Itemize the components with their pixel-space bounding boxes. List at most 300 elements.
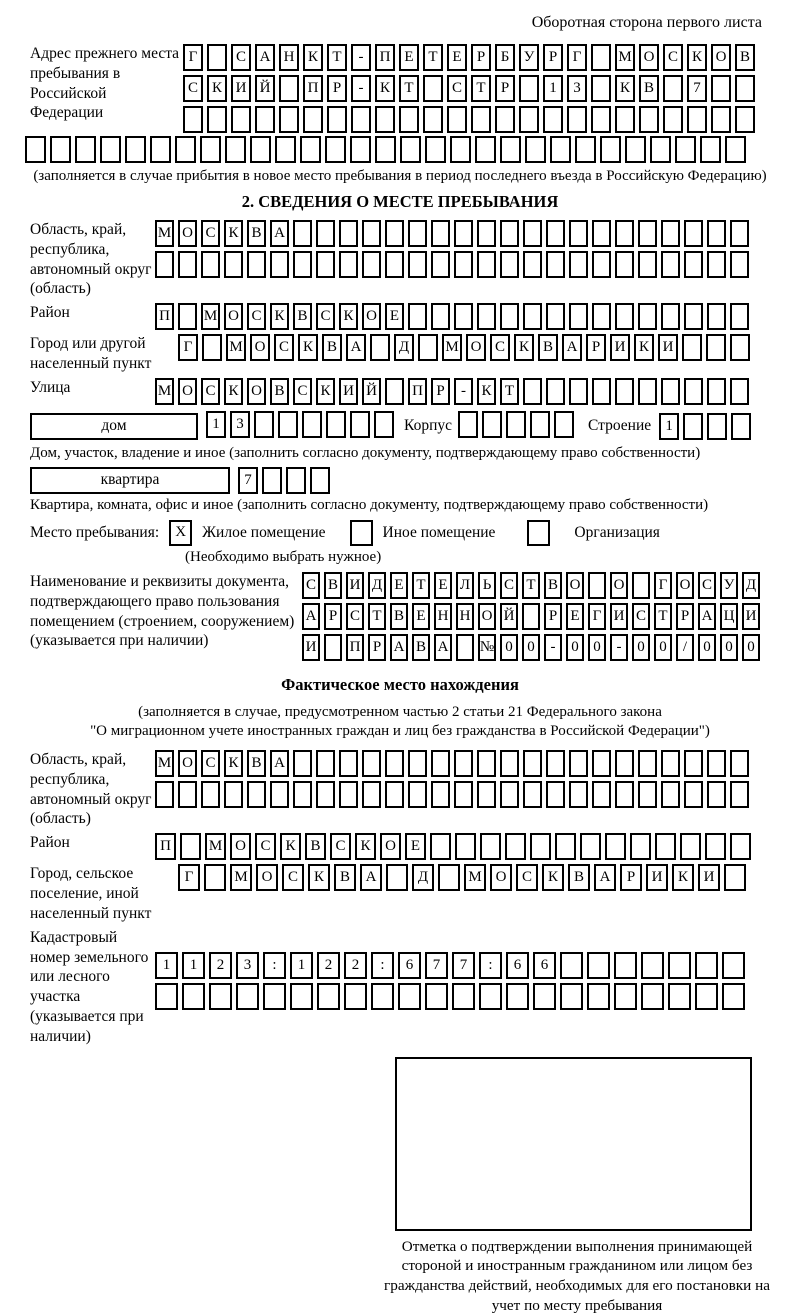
char-box[interactable]: [730, 750, 749, 777]
char-box[interactable]: [730, 251, 749, 278]
char-box[interactable]: Ц: [720, 603, 738, 630]
char-box[interactable]: [525, 136, 546, 163]
char-box[interactable]: Ь: [478, 572, 496, 599]
char-box[interactable]: [454, 220, 473, 247]
char-box[interactable]: Р: [543, 44, 563, 71]
char-box[interactable]: В: [568, 864, 590, 891]
char-box[interactable]: [398, 983, 421, 1010]
char-box[interactable]: [555, 833, 576, 860]
char-box[interactable]: Д: [394, 334, 414, 361]
char-box[interactable]: [247, 781, 266, 808]
char-box[interactable]: [270, 781, 289, 808]
char-box[interactable]: 6: [506, 952, 529, 979]
char-box[interactable]: [374, 411, 394, 438]
char-box[interactable]: -: [610, 634, 628, 661]
char-box[interactable]: [452, 983, 475, 1010]
char-box[interactable]: [730, 833, 751, 860]
char-box[interactable]: [519, 106, 539, 133]
char-box[interactable]: [735, 75, 755, 102]
char-box[interactable]: [458, 411, 478, 438]
char-box[interactable]: [480, 833, 501, 860]
char-box[interactable]: К: [224, 220, 243, 247]
char-box[interactable]: [178, 303, 197, 330]
char-box[interactable]: [506, 983, 529, 1010]
char-box[interactable]: П: [375, 44, 395, 71]
char-box[interactable]: С: [516, 864, 538, 891]
char-box[interactable]: 1: [290, 952, 313, 979]
char-box[interactable]: [178, 781, 197, 808]
char-box[interactable]: С: [255, 833, 276, 860]
char-box[interactable]: [592, 750, 611, 777]
char-box[interactable]: [615, 303, 634, 330]
char-box[interactable]: [263, 983, 286, 1010]
char-box[interactable]: [477, 251, 496, 278]
char-box[interactable]: [375, 136, 396, 163]
char-box[interactable]: [339, 781, 358, 808]
char-box[interactable]: [500, 303, 519, 330]
char-box[interactable]: [707, 220, 726, 247]
char-box[interactable]: [250, 136, 271, 163]
char-box[interactable]: [730, 781, 749, 808]
char-box[interactable]: А: [360, 864, 382, 891]
char-box[interactable]: [500, 220, 519, 247]
char-box[interactable]: [560, 952, 583, 979]
char-box[interactable]: [661, 251, 680, 278]
char-box[interactable]: [339, 251, 358, 278]
char-box[interactable]: Р: [544, 603, 562, 630]
char-box[interactable]: П: [155, 303, 174, 330]
char-box[interactable]: [592, 251, 611, 278]
char-box[interactable]: С: [247, 303, 266, 330]
char-box[interactable]: В: [390, 603, 408, 630]
char-box[interactable]: [262, 467, 282, 494]
char-box[interactable]: [290, 983, 313, 1010]
char-box[interactable]: [408, 303, 427, 330]
char-box[interactable]: [385, 251, 404, 278]
char-box[interactable]: [639, 106, 659, 133]
char-box[interactable]: О: [178, 750, 197, 777]
char-box[interactable]: [638, 303, 657, 330]
char-box[interactable]: [475, 136, 496, 163]
char-box[interactable]: Р: [324, 603, 342, 630]
organization-checkbox[interactable]: [527, 520, 550, 546]
char-box[interactable]: В: [247, 750, 266, 777]
char-box[interactable]: [425, 136, 446, 163]
char-box[interactable]: [385, 781, 404, 808]
char-box[interactable]: А: [346, 334, 366, 361]
char-box[interactable]: [200, 136, 221, 163]
char-box[interactable]: [370, 334, 390, 361]
char-box[interactable]: И: [698, 864, 720, 891]
char-box[interactable]: 1: [206, 411, 226, 438]
char-box[interactable]: [533, 983, 556, 1010]
char-box[interactable]: [351, 106, 371, 133]
char-box[interactable]: [350, 136, 371, 163]
char-box[interactable]: [155, 983, 178, 1010]
char-box[interactable]: 0: [698, 634, 716, 661]
char-box[interactable]: А: [390, 634, 408, 661]
char-box[interactable]: [302, 411, 322, 438]
char-box[interactable]: С: [330, 833, 351, 860]
char-box[interactable]: С: [183, 75, 203, 102]
char-box[interactable]: С: [490, 334, 510, 361]
char-box[interactable]: [614, 983, 637, 1010]
char-box[interactable]: [705, 833, 726, 860]
char-box[interactable]: [722, 952, 745, 979]
char-box[interactable]: Н: [456, 603, 474, 630]
char-box[interactable]: О: [478, 603, 496, 630]
char-box[interactable]: М: [155, 378, 174, 405]
char-box[interactable]: [201, 251, 220, 278]
char-box[interactable]: [546, 781, 565, 808]
char-box[interactable]: [663, 106, 683, 133]
char-box[interactable]: В: [735, 44, 755, 71]
char-box[interactable]: В: [544, 572, 562, 599]
char-box[interactable]: [431, 781, 450, 808]
char-box[interactable]: [438, 864, 460, 891]
char-box[interactable]: 0: [566, 634, 584, 661]
char-box[interactable]: [270, 251, 289, 278]
char-box[interactable]: Г: [654, 572, 672, 599]
char-box[interactable]: [614, 952, 637, 979]
char-box[interactable]: -: [454, 378, 473, 405]
char-box[interactable]: [471, 106, 491, 133]
char-box[interactable]: О: [380, 833, 401, 860]
char-box[interactable]: Р: [495, 75, 515, 102]
char-box[interactable]: [454, 251, 473, 278]
char-box[interactable]: [418, 334, 438, 361]
char-box[interactable]: К: [339, 303, 358, 330]
char-box[interactable]: В: [538, 334, 558, 361]
char-box[interactable]: [495, 106, 515, 133]
char-box[interactable]: Т: [327, 44, 347, 71]
char-box[interactable]: [615, 106, 635, 133]
char-box[interactable]: [707, 750, 726, 777]
char-box[interactable]: К: [615, 75, 635, 102]
char-box[interactable]: [592, 378, 611, 405]
char-box[interactable]: [684, 378, 703, 405]
char-box[interactable]: А: [270, 220, 289, 247]
char-box[interactable]: Д: [742, 572, 760, 599]
char-box[interactable]: 3: [230, 411, 250, 438]
char-box[interactable]: [279, 106, 299, 133]
char-box[interactable]: [316, 251, 335, 278]
char-box[interactable]: [530, 833, 551, 860]
char-box[interactable]: С: [698, 572, 716, 599]
char-box[interactable]: М: [464, 864, 486, 891]
char-box[interactable]: [615, 378, 634, 405]
char-box[interactable]: Е: [412, 603, 430, 630]
char-box[interactable]: [327, 106, 347, 133]
char-box[interactable]: [554, 411, 574, 438]
char-box[interactable]: [625, 136, 646, 163]
char-box[interactable]: [684, 303, 703, 330]
char-box[interactable]: [730, 334, 750, 361]
char-box[interactable]: Е: [405, 833, 426, 860]
char-box[interactable]: С: [274, 334, 294, 361]
char-box[interactable]: Д: [368, 572, 386, 599]
char-box[interactable]: :: [479, 952, 502, 979]
char-box[interactable]: [371, 983, 394, 1010]
char-box[interactable]: [385, 750, 404, 777]
char-box[interactable]: [615, 220, 634, 247]
char-box[interactable]: [425, 983, 448, 1010]
char-box[interactable]: [454, 781, 473, 808]
char-box[interactable]: 7: [452, 952, 475, 979]
char-box[interactable]: [408, 220, 427, 247]
char-box[interactable]: С: [201, 750, 220, 777]
char-box[interactable]: С: [231, 44, 251, 71]
char-box[interactable]: [477, 220, 496, 247]
char-box[interactable]: М: [201, 303, 220, 330]
char-box[interactable]: [316, 220, 335, 247]
char-box[interactable]: [400, 136, 421, 163]
char-box[interactable]: [454, 750, 473, 777]
char-box[interactable]: А: [255, 44, 275, 71]
char-box[interactable]: [456, 634, 474, 661]
char-box[interactable]: [339, 750, 358, 777]
char-box[interactable]: Т: [423, 44, 443, 71]
char-box[interactable]: [587, 952, 610, 979]
char-box[interactable]: [362, 750, 381, 777]
char-box[interactable]: [209, 983, 232, 1010]
char-box[interactable]: [523, 220, 542, 247]
char-box[interactable]: [326, 411, 346, 438]
char-box[interactable]: С: [500, 572, 518, 599]
char-box[interactable]: [278, 411, 298, 438]
char-box[interactable]: [431, 303, 450, 330]
char-box[interactable]: [286, 467, 306, 494]
char-box[interactable]: О: [256, 864, 278, 891]
char-box[interactable]: К: [316, 378, 335, 405]
char-box[interactable]: С: [447, 75, 467, 102]
char-box[interactable]: [310, 467, 330, 494]
char-box[interactable]: [523, 378, 542, 405]
char-box[interactable]: М: [155, 220, 174, 247]
char-box[interactable]: Р: [431, 378, 450, 405]
char-box[interactable]: 1: [155, 952, 178, 979]
char-box[interactable]: Т: [412, 572, 430, 599]
char-box[interactable]: [275, 136, 296, 163]
char-box[interactable]: [523, 303, 542, 330]
char-box[interactable]: Р: [471, 44, 491, 71]
char-box[interactable]: М: [205, 833, 226, 860]
char-box[interactable]: [592, 220, 611, 247]
char-box[interactable]: №: [478, 634, 496, 661]
char-box[interactable]: Р: [620, 864, 642, 891]
char-box[interactable]: [455, 833, 476, 860]
char-box[interactable]: [615, 251, 634, 278]
char-box[interactable]: [477, 750, 496, 777]
char-box[interactable]: [100, 136, 121, 163]
char-box[interactable]: М: [226, 334, 246, 361]
char-box[interactable]: [695, 952, 718, 979]
char-box[interactable]: К: [224, 750, 243, 777]
char-box[interactable]: [293, 251, 312, 278]
char-box[interactable]: [711, 106, 731, 133]
char-box[interactable]: 0: [632, 634, 650, 661]
char-box[interactable]: Е: [447, 44, 467, 71]
char-box[interactable]: [279, 75, 299, 102]
char-box[interactable]: 1: [182, 952, 205, 979]
char-box[interactable]: М: [155, 750, 174, 777]
char-box[interactable]: С: [201, 378, 220, 405]
char-box[interactable]: [125, 136, 146, 163]
char-box[interactable]: [303, 106, 323, 133]
char-box[interactable]: [731, 413, 751, 440]
char-box[interactable]: [522, 603, 540, 630]
char-box[interactable]: [700, 136, 721, 163]
char-box[interactable]: [725, 136, 746, 163]
char-box[interactable]: Е: [566, 603, 584, 630]
char-box[interactable]: [569, 220, 588, 247]
char-box[interactable]: [615, 781, 634, 808]
char-box[interactable]: О: [230, 833, 251, 860]
char-box[interactable]: [201, 781, 220, 808]
char-box[interactable]: Н: [279, 44, 299, 71]
char-box[interactable]: П: [408, 378, 427, 405]
char-box[interactable]: [530, 411, 550, 438]
char-box[interactable]: [247, 251, 266, 278]
char-box[interactable]: Й: [362, 378, 381, 405]
char-box[interactable]: О: [178, 378, 197, 405]
char-box[interactable]: [431, 220, 450, 247]
char-box[interactable]: [592, 781, 611, 808]
char-box[interactable]: В: [324, 572, 342, 599]
char-box[interactable]: [655, 833, 676, 860]
char-box[interactable]: [591, 75, 611, 102]
char-box[interactable]: [430, 833, 451, 860]
char-box[interactable]: О: [362, 303, 381, 330]
char-box[interactable]: [175, 136, 196, 163]
char-box[interactable]: [580, 833, 601, 860]
char-box[interactable]: 7: [687, 75, 707, 102]
char-box[interactable]: [587, 983, 610, 1010]
char-box[interactable]: И: [610, 334, 630, 361]
char-box[interactable]: [293, 750, 312, 777]
char-box[interactable]: В: [334, 864, 356, 891]
char-box[interactable]: Т: [654, 603, 672, 630]
char-box[interactable]: [178, 251, 197, 278]
char-box[interactable]: [207, 106, 227, 133]
char-box[interactable]: Т: [500, 378, 519, 405]
char-box[interactable]: О: [247, 378, 266, 405]
char-box[interactable]: [183, 106, 203, 133]
residential-checkbox[interactable]: X: [169, 520, 192, 546]
char-box[interactable]: [399, 106, 419, 133]
char-box[interactable]: [300, 136, 321, 163]
char-box[interactable]: А: [302, 603, 320, 630]
char-box[interactable]: Л: [456, 572, 474, 599]
char-box[interactable]: [506, 411, 526, 438]
char-box[interactable]: М: [615, 44, 635, 71]
char-box[interactable]: [500, 750, 519, 777]
char-box[interactable]: [630, 833, 651, 860]
char-box[interactable]: [663, 75, 683, 102]
char-box[interactable]: [344, 983, 367, 1010]
char-box[interactable]: К: [280, 833, 301, 860]
char-box[interactable]: [707, 303, 726, 330]
char-box[interactable]: А: [594, 864, 616, 891]
char-box[interactable]: 2: [209, 952, 232, 979]
char-box[interactable]: О: [490, 864, 512, 891]
char-box[interactable]: И: [302, 634, 320, 661]
char-box[interactable]: [255, 106, 275, 133]
char-box[interactable]: [638, 251, 657, 278]
char-box[interactable]: К: [355, 833, 376, 860]
char-box[interactable]: [668, 983, 691, 1010]
char-box[interactable]: С: [201, 220, 220, 247]
char-box[interactable]: [641, 983, 664, 1010]
char-box[interactable]: П: [303, 75, 323, 102]
char-box[interactable]: [661, 781, 680, 808]
char-box[interactable]: В: [639, 75, 659, 102]
char-box[interactable]: Р: [586, 334, 606, 361]
char-box[interactable]: К: [308, 864, 330, 891]
char-box[interactable]: [225, 136, 246, 163]
char-box[interactable]: Т: [522, 572, 540, 599]
char-box[interactable]: И: [231, 75, 251, 102]
char-box[interactable]: [500, 251, 519, 278]
char-box[interactable]: [632, 572, 650, 599]
char-box[interactable]: [730, 378, 749, 405]
char-box[interactable]: :: [371, 952, 394, 979]
char-box[interactable]: Н: [434, 603, 452, 630]
char-box[interactable]: [236, 983, 259, 1010]
char-box[interactable]: 2: [317, 952, 340, 979]
char-box[interactable]: [500, 781, 519, 808]
char-box[interactable]: [150, 136, 171, 163]
char-box[interactable]: С: [663, 44, 683, 71]
char-box[interactable]: [339, 220, 358, 247]
char-box[interactable]: К: [270, 303, 289, 330]
char-box[interactable]: [224, 251, 243, 278]
char-box[interactable]: [519, 75, 539, 102]
char-box[interactable]: Т: [368, 603, 386, 630]
char-box[interactable]: [600, 136, 621, 163]
char-box[interactable]: [431, 251, 450, 278]
char-box[interactable]: [423, 75, 443, 102]
char-box[interactable]: Й: [255, 75, 275, 102]
char-box[interactable]: С: [346, 603, 364, 630]
char-box[interactable]: [650, 136, 671, 163]
char-box[interactable]: [362, 781, 381, 808]
char-box[interactable]: Р: [327, 75, 347, 102]
char-box[interactable]: Г: [567, 44, 587, 71]
char-box[interactable]: Т: [399, 75, 419, 102]
char-box[interactable]: [325, 136, 346, 163]
char-box[interactable]: [362, 251, 381, 278]
char-box[interactable]: Г: [588, 603, 606, 630]
char-box[interactable]: К: [514, 334, 534, 361]
char-box[interactable]: Б: [495, 44, 515, 71]
char-box[interactable]: К: [303, 44, 323, 71]
char-box[interactable]: И: [742, 603, 760, 630]
char-box[interactable]: С: [632, 603, 650, 630]
char-box[interactable]: [224, 781, 243, 808]
char-box[interactable]: 1: [543, 75, 563, 102]
char-box[interactable]: М: [442, 334, 462, 361]
char-box[interactable]: С: [282, 864, 304, 891]
char-box[interactable]: [50, 136, 71, 163]
char-box[interactable]: О: [178, 220, 197, 247]
char-box[interactable]: [684, 251, 703, 278]
char-box[interactable]: [711, 75, 731, 102]
char-box[interactable]: 6: [398, 952, 421, 979]
char-box[interactable]: У: [519, 44, 539, 71]
char-box[interactable]: [605, 833, 626, 860]
char-box[interactable]: [722, 983, 745, 1010]
